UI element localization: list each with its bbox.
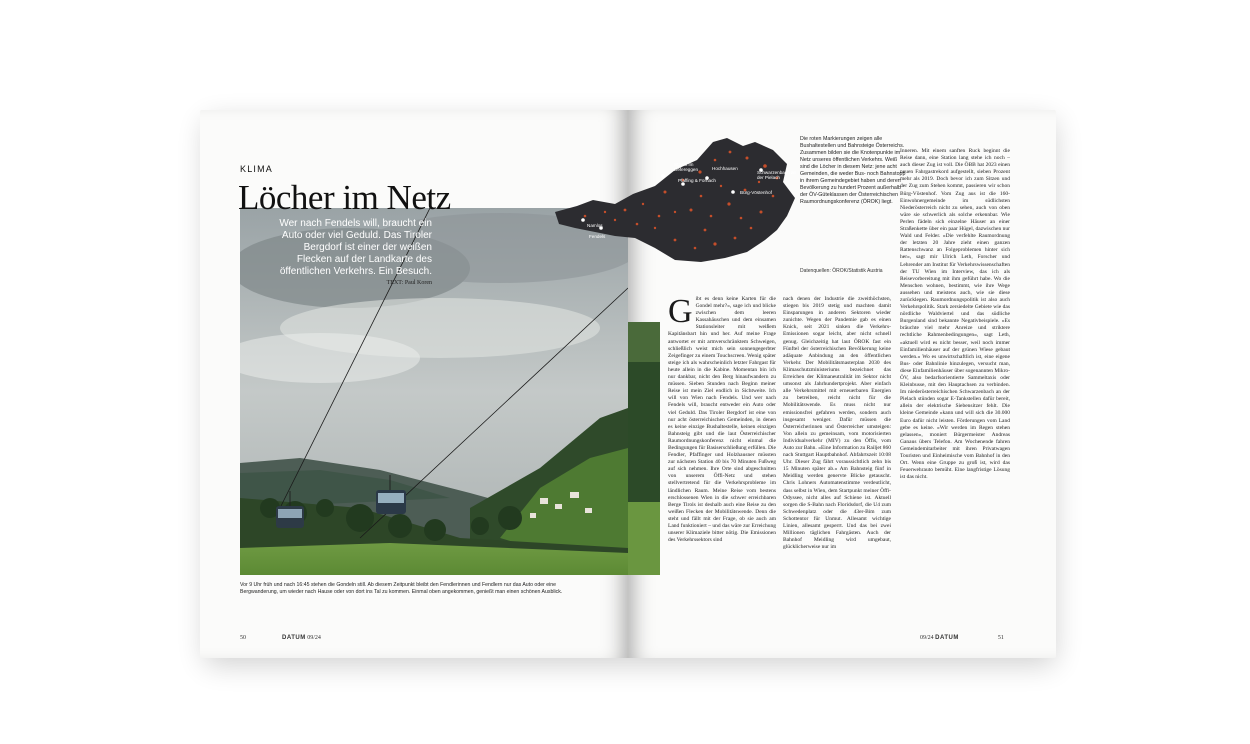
austria-shape (555, 138, 795, 262)
issue-number: 09/24 (920, 635, 934, 641)
article-headline: Löcher im Netz (238, 178, 451, 217)
map-label-pfaffing: Pfaffing & Fornach (678, 178, 716, 183)
drop-cap: G (668, 296, 693, 330)
text-column-2: nach denen der Industrie die zweithöchsten, stiegen bis 2019 stetig und machten damit Einsparungen in anderen Sektoren wieder zunichte. Wegen der Pandemie gab es einen Knick, seit 2021 sinken die Verkehrs-Emissionen sogar leicht, aber nicht schnell genug. Gleichzeitig hat laut ÖROK fast ein Fünftel der österreichischen Bevölkerung keine adäquate Anbindung an den öffentlichen Verkehr. Der Mobilitätsmasterplan 2030 des Klimaschutzministeriums bezeichnet das Erreichen der Klimaneutralität im Sektor nicht umsonst als Jahrhundertprojekt. Aber einfach alle Verkehrsmittel mit erneuerbaren Energien zu betreiben, reicht nicht für die Mobilitätswende. Es muss nicht nur emissionsfrei gefahren werden, sondern auch insgesamt weniger. Dafür müssen die Österreicherinnen und Österreicher umsteigen: Von allein zu gemeinsam, vom motorisierten Individualverkehr (MIV) zu den Öffis, vom Auto zur Bahn. »Eine Information zu Railjet 860 nach Stuttgart Hauptbahnhof. Abfahrtszeit 10:08 Uhr. Dieser Zug fährt voraussichtlich zehn bis 15 Minuten später ab.« Am Bahnsteig fünf in Meidling werden genervte Blicke getauscht. Chris Lohners Automatenstimme verdeutlicht, dass selbst in Wien, dem Startpunkt meiner Öffi-Odyssee, nicht alles auf Schiene ist. Aktuell sorgen die S-Bahn nach Floridsdorf, die U4 zum Schwedenplatz oder die 43er-Bim zum Schottentor für Unmut. Allesamt wichtige Linien, allesamt gesperrt. Und das bei zwei Millionen täglichen Fahrgästen. Auch der Bahnhof Meidling wird umgebaut, glücklicherweise nur im (783, 296, 891, 551)
right-folio (920, 635, 1004, 641)
map-label-buerg: Bürg-Vöstenhof (740, 190, 772, 195)
column-1-text: ibt es denn keine Karten für die Gondel mehr?«, sage ich und blicke zwischen dem leeren Kassahäuschen und dem einsamen Stationsleiter mit weißem Kapitänsbart hin und her. Auf meine Frage antwortet er mit armverschränktem Schweigen, schließlich weist mich sein sonnengegerbter Zeigefinger zu einem Touchscreen. Wenig später steige ich als wahrscheinlich letzter Fahrgast für heute allein in die Kabine. Momentan bin ich nur dankbar, nicht den Berg hinaufwandern zu müssen. Sieben Stunden nach Beginn meiner Reise ist mein Ziel endlich in Sichtweite. Ich will von Wien nach Fendels. Und wer nach Fendels will, braucht entweder ein Auto oder viel Geduld. Das Tiroler Bergdorf ist eine von nur acht österreichischen Gemeinden, in denen es keine einzige Bushaltestelle, keinen einzigen Bahnsteig gibt und die laut Österreichischer Raumordnungskonferenz nicht einmal die Bedingungen für Basiserschließung erfüllen. Die Fendler, Pfaffinger und Holzhausner müssten zur nächsten Station 40 bis 70 Minuten Fußweg auf sich nehmen. Ihre Orte sind abgeschnitten von unserem Öffi-Netz und stehen stellvertretend für die Verkehrsprobleme im ländlichen Raum. Meine Reise vom bestens erschlossenen Wien in die schwer erreichbaren Berge Tirols ist deshalb auch eine Reise zu den weißen Flecken der Mobilitätswende. Denn die steht und fällt mit der Frage, ob sie auch am Land funktioniert – und das wäre zur Erreichung unserer Klimaziele bitter nötig. Die Emissionen des Verkehrssektors sind (668, 296, 776, 544)
magazine-spread (200, 110, 1056, 658)
map-label-hochhausen: Hochhausen (712, 166, 738, 171)
text-column-1 (668, 296, 776, 628)
page-number: 50 (240, 635, 246, 641)
map-label-namlos: Namlos (587, 223, 603, 228)
section-label: KLIMA (240, 164, 274, 174)
austria-transit-map (515, 120, 805, 280)
map-label-schwarzenbach: Schwarzenbach an der Pielach (757, 170, 797, 180)
left-folio (240, 635, 321, 641)
map-label-st-veit: St.Veit im Defereggen (674, 162, 699, 172)
masthead: DATUM (282, 635, 306, 641)
text-column-3: Inneren. Mit einem sanften Ruck beginnt die Reise dann, eine Station lang stehe ich noch – auch dieser Zug ist voll. Die ÖBB hat 2023 einen neuen Fahrgastrekord aufgestellt, sieben Prozent mehr als 2019. Doch bevor ich zum Sitzen und der Zug zum Stehen kommt, passieren wir schon Bürg-Vöstenhof. Vom Zug aus ist die 160-Einwohnergemeinde im südlichsten Niederösterreich nicht zu sehen, auch von oben wäre sie schwerlich als solche erkennbar. Wie Perlen fädeln sich einzelne Häuser an einer Straßenkette über ein paar Hügel, dazwischen nur Wald und Felder. »Die verfehlte Raumordnung der letzten 20 Jahre zieht einen ganzen Rattenschwanz an Folgeproblemen hinter sich her«, sagt mir Ulrich Leth, Forscher und Lehrender am Institut für Verkehrswissenschaften der TU Wien im Interview, das ich als Reisevorbereitung mit ihm geführt habe. Wo die Menschen wohnen, bestimmt, wie ihre Wege aussehen und meistens auch, wie sie diese zurücklegen. Raumordnungspolitik ist also auch Verkehrspolitik. Stark zersiedelte Gebiete wie das nördliche Waldviertel und das südliche Burgenland sind bekannte Negativbeispiele. »Es bräuchte viel mehr Anreize und striktere rechtliche Rahmenbedingungen«, sagt Leth, »aktuell wird es nicht besser, weil noch immer Einfamilienhäuser auf der grünen Wiese gebaut werden.« Wo es unwirtschaftlich ist, eine eigene Bus- oder Bahnlinie hinzulegen, versucht man, diese Einfamilienhäuser über sogenannten Mikro-ÖV, also bedarfsorientierte Sammeltaxis oder Kleinbusse, mit den Hauptachsen zu verbinden. Im niederösterreichischen Schwarzenbach an der Pielach stünden sogar E-Tankstellen dafür bereit, allein der elektrische Siebensitzer fehlt. Die kleine Gemeinde »kann und will sich die 30.000 Euro dafür nicht leisten. Förderungen vom Land gebe es keine. »Wir werden im Regen stehen gelassen«, moniert Bürgermeister Andreas Ganaus übers Telefon. Am Wochenende fahren Gemeindemitarbeiter mit ihren Privatwagen Touristen und Einheimische vom Bahnhof in den Ort. Wenn eine Gruppe zu groß ist, wird das Feuerwehrauto bemüht. Eine langfristige Lösung ist das nicht. (900, 148, 1010, 481)
map-label-fendels: Fendels (589, 234, 606, 239)
issue-number: 09/24 (307, 635, 321, 641)
article-deck: Wer nach Fendels will, braucht ein Auto oder viel Geduld. Das Tiroler Bergdorf ist einer der weißen Flecken auf der Landkarte des öffentlichen Verkehrs. Ein Besuch. (279, 218, 432, 277)
map-source: Datenquellen: ÖROK/Statistik Austria (800, 268, 883, 274)
gondola-photo-continued (628, 322, 660, 575)
map-caption: Die roten Markierungen zeigen alle Bushaltestellen und Bahnsteige Österreichs. Zusammen bilden sie die Knotenpunkte im Netz unseres öffentlichen Verkehrs. Weiß sind die Löcher in diesem Netz: jene acht Gemeinden, die weder Bus- noch Bahnstopp in ihrem Gemeindegebiet haben und deren Bevölkerung zu hundert Prozent außerhalb der ÖV-Güteklassen der Österreichischen Raumordnungskonferenz (ÖROK) liegt. (800, 136, 906, 205)
photo-caption: Vor 9 Uhr früh und nach 16:45 stehen die Gondeln still. Ab diesem Zeitpunkt bleibt den Fendlerinnen und Fendlern nur das Auto oder eine Bergwanderung, um wieder nach Hause oder von dort ins Tal zu kommen. Einmal oben angekommen, genießt man einen schönen Ausblick. (240, 582, 563, 595)
masthead: DATUM (935, 635, 959, 641)
page-number: 51 (997, 635, 1004, 641)
byline: TEXT: Paul Koren (386, 280, 432, 286)
